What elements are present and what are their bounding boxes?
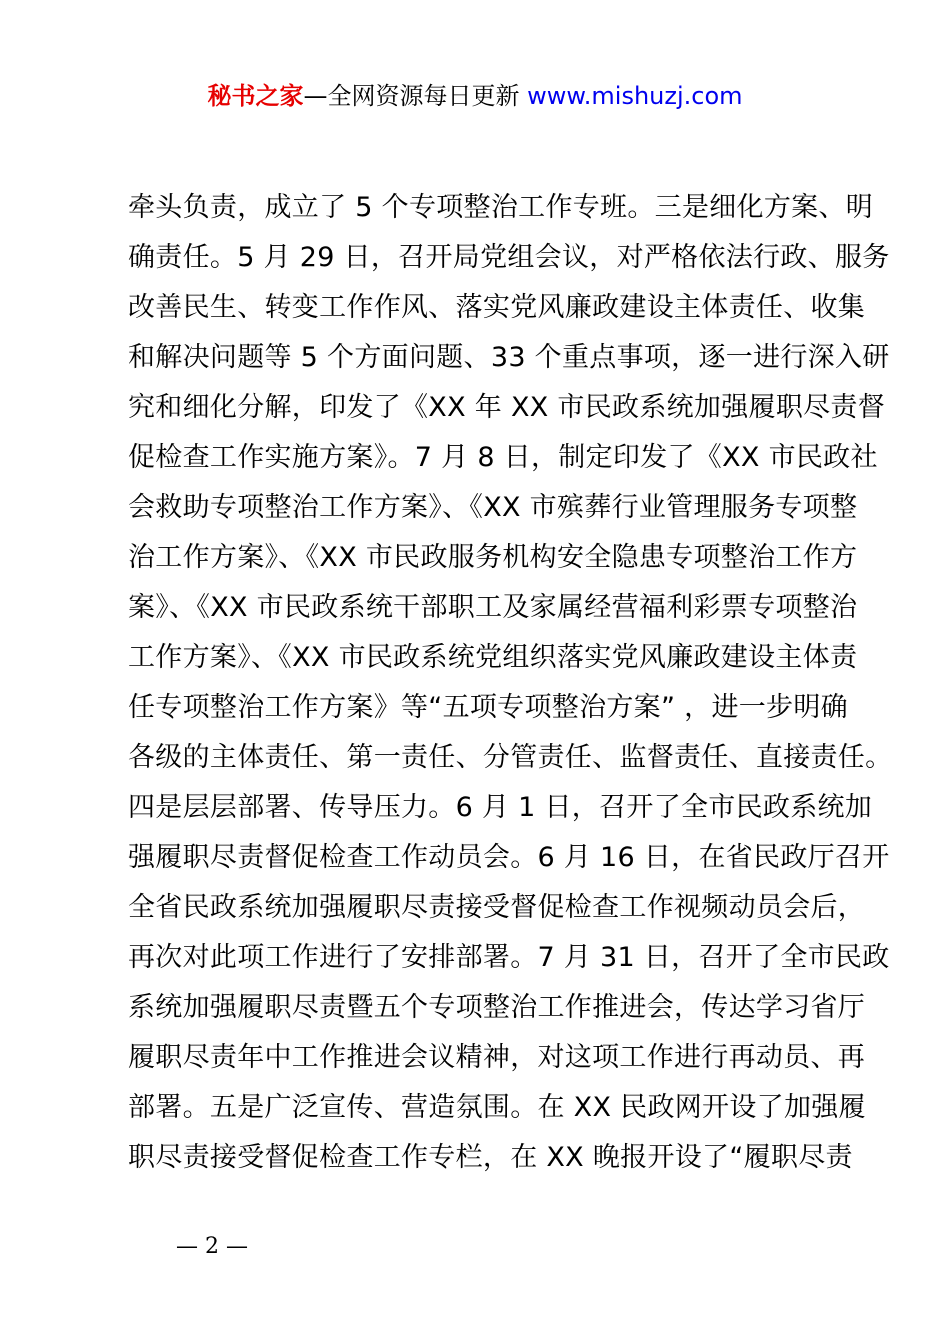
body-line: 治工作方案》、《XX 市民政服务机构安全隐患专项整治工作方 <box>128 542 858 573</box>
body-line: 案》、《XX 市民政系统干部职工及家属经营福利彩票专项整治 <box>128 592 858 623</box>
body-line: 任专项整治工作方案》等“五项专项整治方案” ，进一步明确 <box>128 692 848 723</box>
body-line: 各级的主体责任、第一责任、分管责任、监督责任、直接责任。 <box>128 742 893 773</box>
body-line: 职尽责接受督促检查工作专栏，在 XX 晚报开设了“履职尽责 <box>128 1142 853 1173</box>
body-line: 促检查工作实施方案》。7 月 8 日，制定印发了《XX 市民政社 <box>128 442 878 473</box>
body-line: 履职尽责年中工作推进会议精神，对这项工作进行再动员、再 <box>128 1042 866 1073</box>
body-line: 究和细化分解，印发了《XX 年 XX 市民政系统加强履职尽责督 <box>128 392 886 423</box>
site-brand: 秘书之家 <box>207 82 304 110</box>
body-line: 改善民生、转变工作作风、落实党风廉政建设主体责任、收集 <box>128 292 866 323</box>
body-line: 部署。五是广泛宣传、营造氛围。在 XX 民政网开设了加强履 <box>128 1092 866 1123</box>
body-line: 四是层层部署、传导压力。6 月 1 日，召开了全市民政系统加 <box>128 792 873 823</box>
page-number: — 2 — <box>176 1234 248 1259</box>
site-url-link[interactable]: www.mishuzj.com <box>527 82 743 110</box>
body-line: 牵头负责，成立了 5 个专项整治工作专班。三是细化方案、明 <box>128 192 874 223</box>
body-line: 再次对此项工作进行了安排部署。7 月 31 日，召开了全市民政 <box>128 942 890 973</box>
body-line: 全省民政系统加强履职尽责接受督促检查工作视频动员会后， <box>128 892 866 923</box>
body-line: 会救助专项整治工作方案》、《XX 市殡葬行业管理服务专项整 <box>128 492 858 523</box>
document-body <box>128 183 893 1183</box>
body-line: 确责任。5 月 29 日，召开局党组会议，对严格依法行政、服务 <box>128 242 890 273</box>
site-slogan: —全网资源每日更新 <box>303 82 520 110</box>
body-line: 强履职尽责督促检查工作动员会。6 月 16 日，在省民政厅召开 <box>128 842 890 873</box>
body-line: 和解决问题等 5 个方面问题、33 个重点事项，逐一进行深入研 <box>128 342 890 373</box>
body-line: 系统加强履职尽责暨五个专项整治工作推进会，传达学习省厅 <box>128 992 866 1023</box>
body-line: 工作方案》、《XX 市民政系统党组织落实党风廉政建设主体责 <box>128 642 858 673</box>
site-header <box>0 80 950 112</box>
